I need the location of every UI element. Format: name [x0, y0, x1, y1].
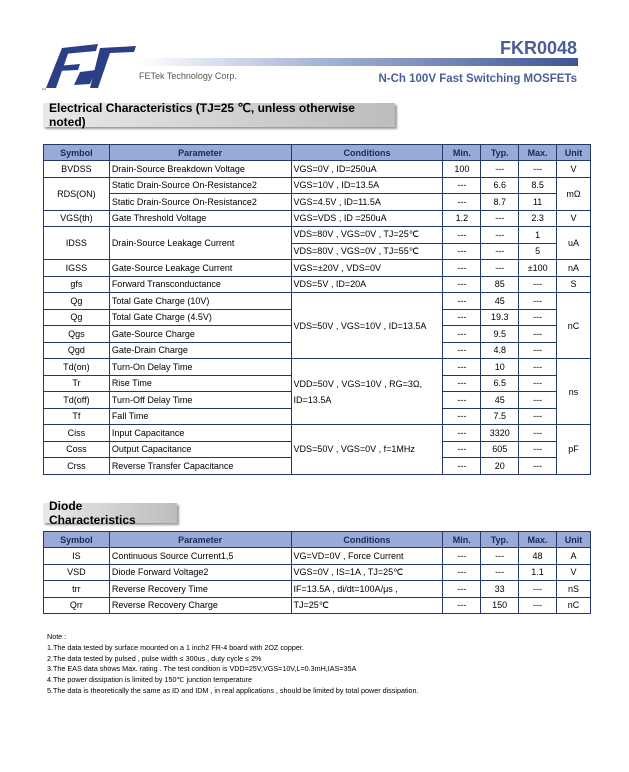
col-header: Unit	[557, 532, 591, 548]
min-cell: ---	[443, 309, 481, 326]
col-header: Min.	[443, 532, 481, 548]
min-cell: 100	[443, 161, 481, 178]
notes-block	[47, 632, 419, 697]
col-header: Symbol	[44, 145, 110, 161]
symbol-cell: Qg	[44, 309, 110, 326]
conditions-cell: VGS=±20V , VDS=0V	[291, 260, 443, 277]
typ-cell: ---	[481, 227, 519, 244]
symbol-cell: IDSS	[44, 227, 110, 260]
typ-cell: ---	[481, 564, 519, 581]
conditions-line: ID=13.5A	[293, 394, 332, 405]
typ-cell: ---	[481, 210, 519, 227]
table-row	[44, 161, 591, 178]
max-cell: 2.3	[519, 210, 557, 227]
conditions-cell: VGS=0V , IS=1A , TJ=25℃	[291, 564, 443, 581]
col-header: Parameter	[109, 532, 291, 548]
max-cell: ---	[519, 276, 557, 293]
typ-cell: 4.8	[481, 342, 519, 359]
conditions-cell: VGS=0V , ID=250uA	[291, 161, 443, 178]
table-row	[44, 293, 591, 310]
parameter-cell: Gate-Source Charge	[109, 326, 291, 343]
parameter-cell: Static Drain-Source On-Resistance2	[109, 194, 291, 211]
conditions-cell: IF=13.5A , di/dt=100A/μs ,	[291, 581, 443, 598]
conditions-cell	[291, 359, 443, 425]
table-row	[44, 227, 591, 244]
conditions-line: VDD=50V , VGS=10V , RG=3Ω,	[293, 378, 423, 389]
unit-cell: nC	[557, 597, 591, 614]
diode-section-title	[43, 499, 177, 527]
symbol-cell: IS	[44, 548, 110, 565]
fetek-logo	[40, 40, 140, 92]
unit-cell: A	[557, 548, 591, 565]
table-row	[44, 564, 591, 581]
conditions-cell: VDS=5V , ID=20A	[291, 276, 443, 293]
symbol-cell: BVDSS	[44, 161, 110, 178]
table-row	[44, 597, 591, 614]
max-cell: ---	[519, 441, 557, 458]
conditions-cell: VDS=50V , VGS=10V , ID=13.5A	[291, 293, 443, 359]
parameter-cell: Turn-Off Delay Time	[109, 392, 291, 409]
parameter-cell: Input Capacitance	[109, 425, 291, 442]
min-cell: ---	[443, 326, 481, 343]
symbol-cell: Qg	[44, 293, 110, 310]
conditions-cell: VG=VD=0V , Force Current	[291, 548, 443, 565]
min-cell: ---	[443, 276, 481, 293]
table-row	[44, 260, 591, 277]
min-cell: ---	[443, 392, 481, 409]
col-header: Conditions	[291, 532, 443, 548]
note-line: 5.The data is theoretically the same as ID and IDM , in real applications , should be limited by total power dissipation.	[47, 685, 419, 695]
parameter-cell: Diode Forward Voltage2	[109, 564, 291, 581]
parameter-cell: Gate Threshold Voltage	[109, 210, 291, 227]
conditions-cell: VDS=50V , VGS=0V , f=1MHz	[291, 425, 443, 475]
max-cell: ---	[519, 458, 557, 475]
parameter-cell: Static Drain-Source On-Resistance2	[109, 177, 291, 194]
max-cell: 5	[519, 243, 557, 260]
symbol-cell: Td(off)	[44, 392, 110, 409]
typ-cell: 9.5	[481, 326, 519, 343]
parameter-cell: Reverse Recovery Charge	[109, 597, 291, 614]
max-cell: ---	[519, 425, 557, 442]
symbol-cell: Td(on)	[44, 359, 110, 376]
min-cell: ---	[443, 260, 481, 277]
typ-cell: 6.5	[481, 375, 519, 392]
parameter-cell: Drain-Source Breakdown Voltage	[109, 161, 291, 178]
min-cell: ---	[443, 458, 481, 475]
unit-cell: nS	[557, 581, 591, 598]
typ-cell: 7.5	[481, 408, 519, 425]
col-header: Typ.	[481, 532, 519, 548]
parameter-cell: Total Gate Charge (10V)	[109, 293, 291, 310]
note-line: 1.The data tested by surface mounted on a 1 inch2 FR-4 board with 2OZ copper.	[47, 642, 304, 652]
min-cell: ---	[443, 425, 481, 442]
diode-table	[43, 531, 591, 614]
header-bar	[138, 58, 578, 66]
col-header: Unit	[557, 145, 591, 161]
max-cell: ---	[519, 581, 557, 598]
max-cell: ---	[519, 359, 557, 376]
typ-cell: 20	[481, 458, 519, 475]
table-row	[44, 194, 591, 211]
col-header: Parameter	[109, 145, 291, 161]
table-header-row	[44, 145, 591, 161]
typ-cell: 19.3	[481, 309, 519, 326]
unit-cell: V	[557, 210, 591, 227]
note-line: 2.The data tested by pulsed , pulse width ≤ 300us , duty cycle ≤ 2%	[47, 653, 262, 663]
min-cell: ---	[443, 227, 481, 244]
typ-cell: 45	[481, 293, 519, 310]
max-cell: ---	[519, 375, 557, 392]
table-row	[44, 276, 591, 293]
max-cell: ---	[519, 309, 557, 326]
unit-cell: nC	[557, 293, 591, 359]
unit-cell: pF	[557, 425, 591, 475]
min-cell: ---	[443, 342, 481, 359]
unit-cell: S	[557, 276, 591, 293]
symbol-cell: RDS(ON)	[44, 177, 110, 210]
symbol-cell: VGS(th)	[44, 210, 110, 227]
typ-cell: 10	[481, 359, 519, 376]
min-cell: ---	[443, 581, 481, 598]
max-cell: ---	[519, 326, 557, 343]
min-cell: ---	[443, 177, 481, 194]
parameter-cell: Continuous Source Current1,5	[109, 548, 291, 565]
typ-cell: ---	[481, 548, 519, 565]
unit-cell: V	[557, 564, 591, 581]
symbol-cell: gfs	[44, 276, 110, 293]
diode-title-text: Diode Characteristics	[49, 499, 136, 527]
electrical-section-title	[43, 103, 395, 127]
min-cell: ---	[443, 375, 481, 392]
col-header: Conditions	[291, 145, 443, 161]
symbol-cell: Crss	[44, 458, 110, 475]
max-cell: ---	[519, 408, 557, 425]
col-header: Max.	[519, 532, 557, 548]
conditions-cell: TJ=25℃	[291, 597, 443, 614]
unit-cell: V	[557, 161, 591, 178]
part-number: FKR0048	[499, 38, 577, 58]
typ-cell: ---	[481, 161, 519, 178]
parameter-cell: Turn-On Delay Time	[109, 359, 291, 376]
note-line: 4.The power dissipation is limited by 150℃ junction temperature	[47, 675, 253, 685]
typ-cell: 605	[481, 441, 519, 458]
col-header: Typ.	[481, 145, 519, 161]
col-header: Min.	[443, 145, 481, 161]
typ-cell: ---	[481, 260, 519, 277]
symbol-cell: trr	[44, 581, 110, 598]
table-row	[44, 359, 591, 376]
conditions-cell: VDS=80V , VGS=0V , TJ=25℃	[291, 227, 443, 244]
max-cell: 8.5	[519, 177, 557, 194]
max-cell: ---	[519, 293, 557, 310]
electrical-title-text: Electrical Characteristics (TJ=25 ℃, unless otherwise noted)	[49, 101, 355, 129]
typ-cell: 33	[481, 581, 519, 598]
note-line: Note :	[47, 632, 67, 641]
min-cell: 1.2	[443, 210, 481, 227]
col-header: Symbol	[44, 532, 110, 548]
typ-cell: 150	[481, 597, 519, 614]
unit-cell: nA	[557, 260, 591, 277]
parameter-cell: Forward Transconductance	[109, 276, 291, 293]
min-cell: ---	[443, 293, 481, 310]
max-cell: ±100	[519, 260, 557, 277]
min-cell: ---	[443, 564, 481, 581]
conditions-cell: VDS=80V , VGS=0V , TJ=55℃	[291, 243, 443, 260]
max-cell: 1.1	[519, 564, 557, 581]
typ-cell: 3320	[481, 425, 519, 442]
max-cell: ---	[519, 597, 557, 614]
unit-cell: uA	[557, 227, 591, 260]
max-cell: 1	[519, 227, 557, 244]
table-row	[44, 177, 591, 194]
min-cell: ---	[443, 194, 481, 211]
min-cell: ---	[443, 243, 481, 260]
symbol-cell: Coss	[44, 441, 110, 458]
conditions-cell: VGS=4.5V , ID=11.5A	[291, 194, 443, 211]
svg-text:Fet: Fet	[42, 87, 47, 91]
symbol-cell: IGSS	[44, 260, 110, 277]
parameter-cell: Fall Time	[109, 408, 291, 425]
typ-cell: 6.6	[481, 177, 519, 194]
unit-cell: mΩ	[557, 177, 591, 210]
conditions-cell: VGS=VDS , ID =250uA	[291, 210, 443, 227]
min-cell: ---	[443, 441, 481, 458]
table-header-row	[44, 532, 591, 548]
electrical-table	[43, 144, 591, 475]
symbol-cell: VSD	[44, 564, 110, 581]
parameter-cell: Drain-Source Leakage Current	[109, 227, 291, 260]
typ-cell: 85	[481, 276, 519, 293]
typ-cell: ---	[481, 243, 519, 260]
conditions-cell: VGS=10V , ID=13.5A	[291, 177, 443, 194]
table-row	[44, 210, 591, 227]
min-cell: ---	[443, 359, 481, 376]
parameter-cell: Total Gate Charge (4.5V)	[109, 309, 291, 326]
parameter-cell: Gate-Source Leakage Current	[109, 260, 291, 277]
parameter-cell: Gate-Drain Charge	[109, 342, 291, 359]
parameter-cell: Rise Time	[109, 375, 291, 392]
symbol-cell: Qgd	[44, 342, 110, 359]
company-name: FETek Technology Corp.	[139, 71, 237, 81]
max-cell: 11	[519, 194, 557, 211]
min-cell: ---	[443, 408, 481, 425]
parameter-cell: Output Capacitance	[109, 441, 291, 458]
symbol-cell: Qgs	[44, 326, 110, 343]
max-cell: ---	[519, 161, 557, 178]
table-row	[44, 425, 591, 442]
parameter-cell: Reverse Recovery Time	[109, 581, 291, 598]
symbol-cell: Tf	[44, 408, 110, 425]
min-cell: ---	[443, 597, 481, 614]
typ-cell: 45	[481, 392, 519, 409]
table-row	[44, 581, 591, 598]
table-row	[44, 548, 591, 565]
symbol-cell: Ciss	[44, 425, 110, 442]
parameter-cell: Reverse Transfer Capacitance	[109, 458, 291, 475]
unit-cell: ns	[557, 359, 591, 425]
max-cell: ---	[519, 392, 557, 409]
typ-cell: 8.7	[481, 194, 519, 211]
max-cell: ---	[519, 342, 557, 359]
product-subtitle: N-Ch 100V Fast Switching MOSFETs	[378, 73, 577, 85]
max-cell: 48	[519, 548, 557, 565]
note-line: 3.The EAS data shows Max. rating . The test condition is VDD=25V,VGS=10V,L=0.3mH,IAS=35A	[47, 664, 357, 674]
symbol-cell: Qrr	[44, 597, 110, 614]
col-header: Max.	[519, 145, 557, 161]
symbol-cell: Tr	[44, 375, 110, 392]
min-cell: ---	[443, 548, 481, 565]
